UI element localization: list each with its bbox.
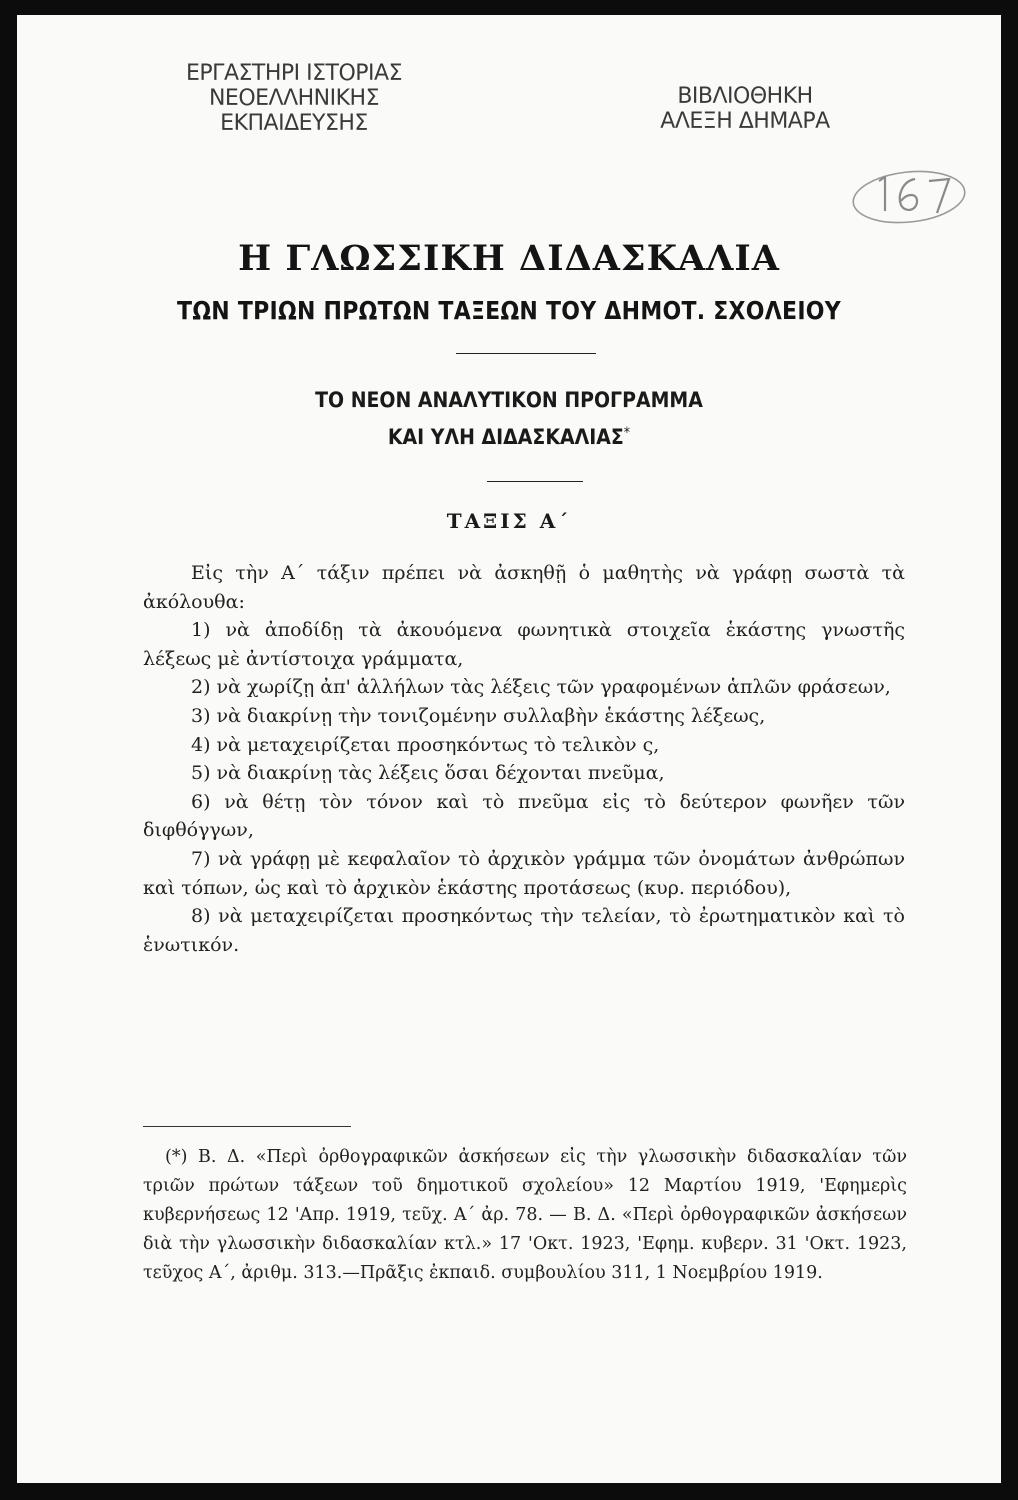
main-title-line-1: Η ΓΛΩΣΣΙΚΗ ΔΙΔΑΣΚΑΛΙΑ: [238, 238, 780, 279]
paragraph: 5) νὰ διακρίνῃ τὰς λέξεις ὅσαι δέχονται πνεῦμα,: [191, 762, 665, 785]
handwritten-number-mark: [845, 165, 969, 227]
paragraph: 6) νὰ θέτῃ τὸν τόνον καὶ τὸ πνεῦμα εἰς τὸ δεύτερον φωνῆεν τῶν διφθόγγων,: [143, 790, 905, 842]
stamp-line: ΝΕΟΕΛΛΗΝΙΚΗΣ: [208, 86, 380, 111]
subtitle-text: ΚΑΙ ΥΛΗ ΔΙΔΑΣΚΑΛΙΑΣ: [387, 425, 624, 449]
main-title-line-2: ΤΩΝ ΤΡΙΩΝ ΠΡΩΤΩΝ ΤΑΞΕΩΝ ΤΟΥ ΔΗΜΟΤ. ΣΧΟΛΕΙΟΥ: [177, 296, 841, 325]
footnote-marker: *: [623, 425, 631, 441]
paragraph: 7) νὰ γράφῃ μὲ κεφαλαῖον τὸ ἀρχικὸν γράμμα τῶν ὀνομάτων ἀνθρώπων καὶ τόπων, ὡς καὶ τὸ ἀρχικὸν ἑκάστης προτάσεως (κυρ. περιόδου),: [143, 847, 905, 899]
stamp-line: ΕΚΠΑΙΔΕΥΣΗΣ: [220, 111, 368, 136]
paragraph: 2) νὰ χωρίζῃ ἀπ' ἀλλήλων τὰς λέξεις τῶν γραφομένων ἁπλῶν φράσεων,: [191, 676, 891, 699]
paragraph: 1) νὰ ἀποδίδῃ τὰ ἀκουόμενα φωνητικὰ στοιχεῖα ἑκάστης γνωστῆς λέξεως μὲ ἀντίστοιχα γράμματα,: [143, 619, 905, 670]
paragraph: 3) νὰ διακρίνῃ τὴν τονιζομένην συλλαβὴν ἑκάστης λέξεως,: [191, 704, 766, 727]
subtitle-line-1: ΤΟ ΝΕΟΝ ΑΝΑΛΥΤΙΚΟΝ ΠΡΟΓΡΑΜΜΑ: [315, 388, 703, 412]
footnote-text: (*) Β. Δ. «Περὶ ὀρθογραφικῶν ἀσκήσεων εἰς τὴν γλωσσικὴν διδασκαλίαν τῶν τριῶν πρώτων τάξεων τοῦ δημοτικοῦ σχολείου» 12 Μαρτίου 1919, 'Εφημερὶς κυβερνήσεως 12 'Απρ. 1919, τεῦχ. Α΄ ἀρ. 78. — Β. Δ. «Περὶ ὀρθογραφικῶν ἀσκήσεων διὰ τὴν γλωσσικὴν διδασκαλίαν κτλ.» 17 'Οκτ. 1923, 'Εφημ. κυβερν. 31 'Οκτ. 1923, τεῦχος Α΄, ἀριθμ. 313.—Πρᾶξις ἐκπαιδ. συμβουλίου 311, 1 Νοεμβρίου 1919.: [143, 1147, 907, 1283]
stamp-line: ΑΛΕΞΗ ΔΗΜΑΡΑ: [660, 109, 830, 134]
subtitle-line-2: [66, 425, 952, 449]
footnote-divider: [143, 1126, 351, 1127]
paragraph: 8) νὰ μεταχειρίζεται προσηκόντως τὴν τελείαν, τὸ ἐρωτηματικὸν καὶ τὸ ἑνωτικόν.: [143, 905, 905, 956]
title-divider: [456, 353, 596, 354]
stamp-line: ΒΙΒΛΙΟΘΗΚΗ: [677, 84, 813, 109]
paragraph: 4) νὰ μεταχειρίζεται προσηκόντως τὸ τελικὸν ς,: [191, 733, 660, 756]
subtitle-divider: [487, 481, 583, 482]
body-text: [143, 559, 905, 959]
class-heading: ΤΑΞΙΣ Α΄: [446, 509, 572, 533]
library-stamp-right: [615, 84, 875, 134]
paragraph: Εἰς τὴν Α΄ τάξιν πρέπει νὰ ἀσκηθῇ ὁ μαθητὴς νὰ γράφῃ σωστὰ τὰ ἀκόλουθα:: [143, 562, 905, 613]
document-page: [17, 15, 1001, 1483]
library-stamp-left: [159, 61, 429, 136]
stamp-line: ΕΡΓΑΣΤΗΡΙ ΙΣΤΟΡΙΑΣ: [186, 61, 402, 86]
footnote: [143, 1143, 907, 1288]
